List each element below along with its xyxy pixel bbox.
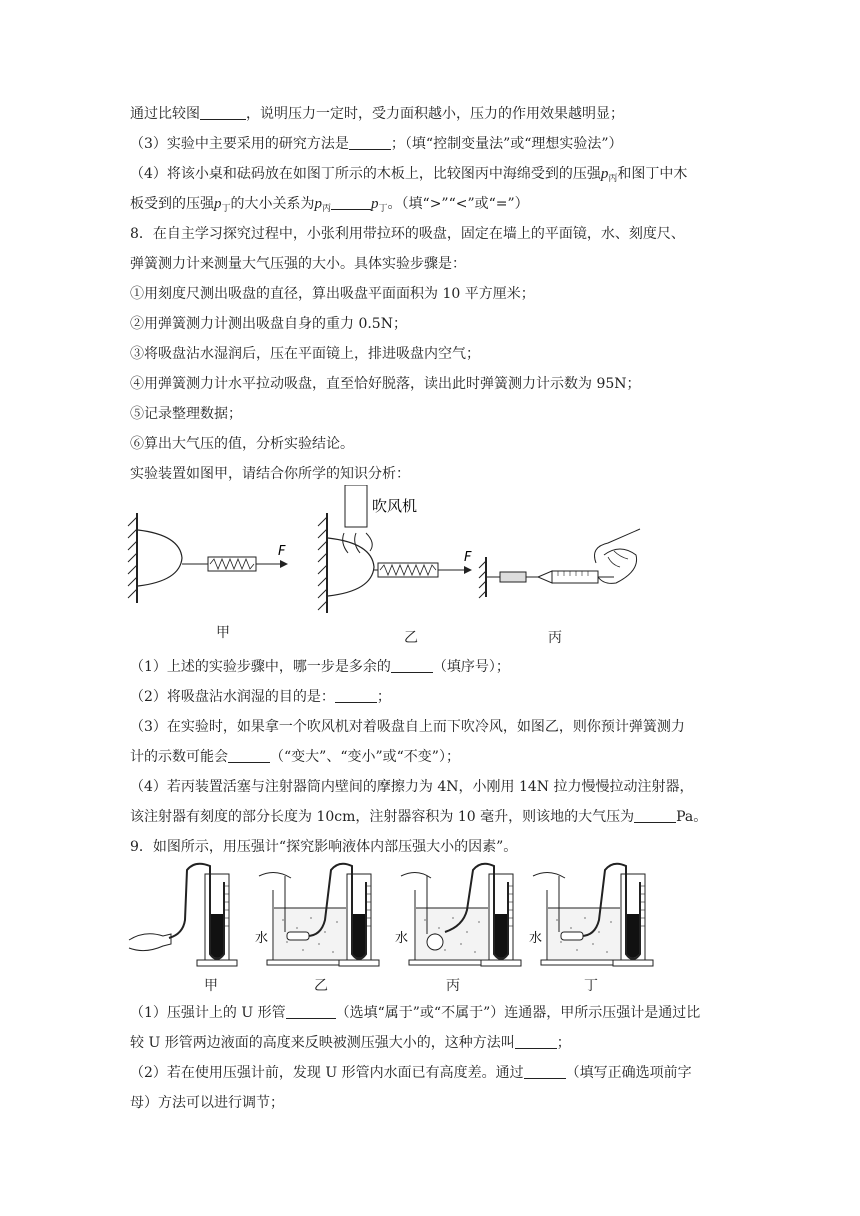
answer-blank[interactable] <box>391 658 433 673</box>
water-label-3: 水 <box>529 931 543 946</box>
text: 板受到的压强 <box>130 196 214 212</box>
text: ； <box>556 1035 571 1051</box>
q8-step-3: ③将吸盘沾水湿润后，压在平面镜上，排进吸盘内空气； <box>130 346 480 362</box>
q8-step-6: ⑥算出大气压的值，分析实验结论。 <box>130 436 354 452</box>
text: ；（填“控制变量法”或“理想实验法”） <box>390 136 623 152</box>
text: 和图丁中木 <box>617 166 688 182</box>
q8-intro2: 弹簧测力计来测量大气压强的大小。具体实验步骤是： <box>130 256 466 272</box>
q8-step-2: ②用弹簧测力计测出吸盘自身的重力 0.5N； <box>130 316 407 332</box>
p-symbol: p <box>214 196 222 212</box>
q8-step-1: ①用刻度尺测出吸盘的直径，算出吸盘平面面积为 10 平方厘米； <box>130 286 535 302</box>
text: （3）实验中主要采用的研究方法是 <box>130 136 349 152</box>
q8-3a: （3）在实验时，如果拿一个吹风机对着吸盘自上而下吹冷风，如图乙，则你预计弹簧测力 <box>130 719 685 735</box>
subscript: 丙 <box>322 204 332 214</box>
text: 该注射器有刻度的部分长度为 10cm，注射器容积为 10 毫升，则该地的大气压为 <box>130 809 635 825</box>
suction-cup-figure <box>120 485 650 650</box>
figure-label-jia: 甲 <box>216 625 230 641</box>
p-symbol: p <box>314 196 323 212</box>
q8-step-4: ④用弹簧测力计水平拉动吸盘，直至恰好脱落，读出此时弹簧测力计示数为 95N； <box>130 376 641 392</box>
q7-3 <box>130 134 623 154</box>
figure-label-jia-2: 甲 <box>204 978 218 994</box>
text: （2）将吸盘沾水润湿的目的是： <box>130 689 335 705</box>
answer-blank[interactable] <box>228 748 270 763</box>
text: （1）上述的实验步骤中，哪一步是多余的 <box>130 659 391 675</box>
text: （选填“属于”或“不属于”）连通器，甲所示压强计是通过比 <box>335 1005 701 1021</box>
answer-blank[interactable] <box>335 688 377 703</box>
text: （“变大”、“变小”或“不变”）； <box>270 749 460 765</box>
figure-label-bing-2: 丙 <box>446 978 460 994</box>
figure-label-yi-2: 乙 <box>314 978 328 994</box>
text: 。（填“>”“<”或“=”） <box>387 196 529 212</box>
figure-label-yi: 乙 <box>404 630 418 646</box>
text: （2）若在使用压强计前，发现 U 形管内水面已有高度差。通过 <box>130 1065 524 1081</box>
text: （填序号）； <box>432 659 510 675</box>
water-label-2: 水 <box>395 931 409 946</box>
pressure-gauge-figure <box>125 860 655 972</box>
p-symbol: p <box>600 166 609 182</box>
answer-blank[interactable] <box>634 808 676 823</box>
text: 通过比较图 <box>130 106 200 122</box>
text: （4）将该小桌和砝码放在如图丁所示的木板上，比较图丙中海绵受到的压强 <box>130 166 601 182</box>
q8-3b <box>130 747 460 767</box>
q9-1a <box>130 1003 700 1023</box>
answer-blank[interactable] <box>349 135 391 150</box>
text: （1）压强计上的 U 形管 <box>130 1005 286 1021</box>
q7-line <box>130 104 624 124</box>
answer-blank[interactable] <box>286 1004 336 1019</box>
answer-blank[interactable] <box>515 1034 557 1049</box>
q8-step-5: ⑤记录整理数据； <box>130 406 242 422</box>
answer-blank[interactable] <box>200 105 246 120</box>
q9-intro: 9．如图所示，用压强计“探究影响液体内部压强大小的因素”。 <box>130 839 518 855</box>
water-label: 水 <box>255 931 269 946</box>
force-label: F <box>278 544 286 559</box>
subscript: 丙 <box>608 174 618 184</box>
text: 计的示数可能会 <box>130 749 228 765</box>
q8-4b <box>130 807 707 827</box>
q8-setup: 实验装置如图甲，请结合你所学的知识分析： <box>130 466 410 482</box>
q7-4 <box>130 164 687 189</box>
text: 的大小关系为 <box>230 196 315 212</box>
figure-label-bing: 丙 <box>548 630 562 646</box>
q8-1 <box>130 657 510 677</box>
text: Pa。 <box>676 809 708 825</box>
answer-blank[interactable] <box>524 1064 566 1079</box>
q9-2a <box>130 1063 692 1083</box>
q9-2b: 母）方法可以进行调节； <box>130 1095 284 1111</box>
answer-blank[interactable] <box>331 195 371 210</box>
text: 较 U 形管两边液面的高度来反映被测压强大小的，这种方法叫 <box>130 1035 515 1051</box>
q8-2 <box>130 687 391 707</box>
text: ； <box>376 689 391 705</box>
q9-1b <box>130 1033 571 1053</box>
text: （填写正确选项前字 <box>565 1065 692 1081</box>
blower-label: 吹风机 <box>372 497 418 515</box>
q8-4a: （4）若丙装置活塞与注射器筒内壁间的摩擦力为 4N，小刚用 14N 拉力慢慢拉动注射器， <box>130 779 694 795</box>
text: ，说明压力一定时，受力面积越小，压力的作用效果越明显； <box>246 106 624 122</box>
subscript: 丁 <box>378 204 388 214</box>
p-symbol: p <box>371 196 379 212</box>
subscript: 丁 <box>221 204 231 214</box>
force-label-2: F <box>464 550 472 565</box>
q8-intro1: 8．在自主学习探究过程中，小张利用带拉环的吸盘，固定在墙上的平面镜，水、刻度尺、 <box>130 226 685 242</box>
q7-4b <box>130 194 529 219</box>
figure-label-ding: 丁 <box>584 978 598 994</box>
